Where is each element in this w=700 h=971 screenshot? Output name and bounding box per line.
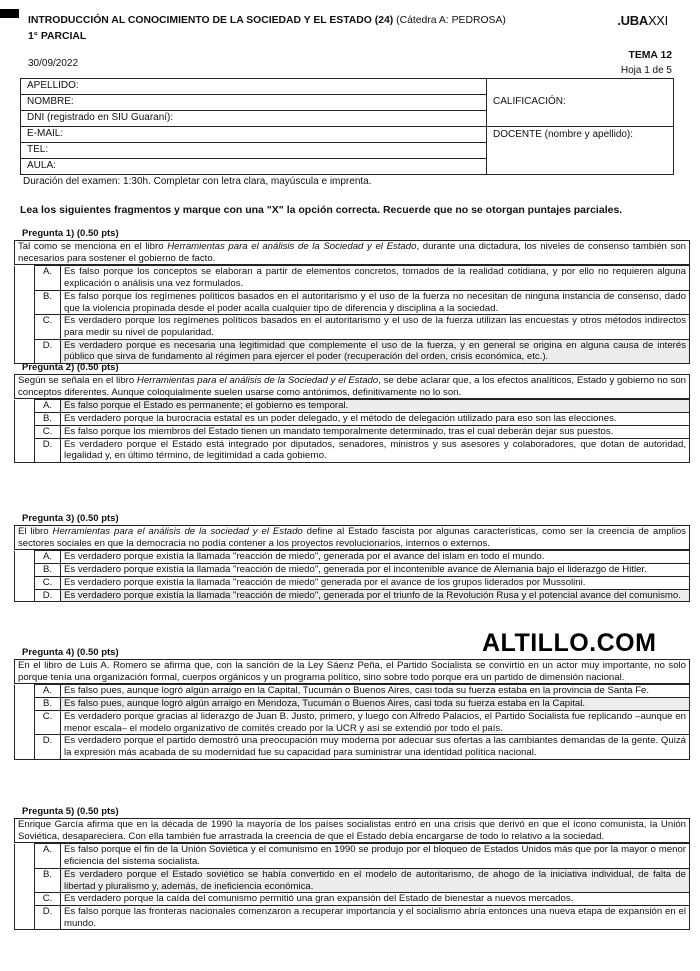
option-text: Es verdadero porque el Estado está integrado por diputados, senadores, ministros y sus asesores y colaboradores, que dotan de autoridad, legalidad y, en último término, de legitimidad a cada gobierno.: [61, 438, 690, 462]
dni-field[interactable]: DNI (registrado en SIU Guaraní):: [21, 111, 487, 127]
option-letter: C.: [35, 425, 61, 438]
option-letter: D.: [35, 735, 61, 759]
email-field[interactable]: E-MAIL:: [21, 127, 487, 143]
option-text: Es verdadero porque existía la llamada "reacción de miedo", generada por el triunfo de la Revolución Rusa y el potencial avance del comunismo.: [61, 589, 690, 602]
docente-field[interactable]: DOCENTE (nombre y apellido):: [487, 127, 674, 175]
option-text: Es falso porque el Estado es permanente; el gobierno es temporal.: [61, 400, 690, 413]
option-row[interactable]: [15, 438, 690, 462]
option-text: Es verdadero porque es necesaria una legitimidad que complemente el uso de la fuerza, y en general se origina en alguna causa de interés público que sirva de fundamento al régimen para ejercer el poder (recuperación del orden, crisis económica, etc.).: [61, 339, 690, 363]
student-info-table: [20, 78, 674, 175]
option-letter: B.: [35, 868, 61, 892]
tema-label: TEMA 12: [628, 50, 672, 61]
option-row[interactable]: [15, 844, 690, 868]
instructions: Lea los siguientes fragmentos y marque con una "X" la opción correcta. Recuerde que no se otorgan puntajes parciales.: [20, 204, 623, 216]
option-letter: A.: [35, 844, 61, 868]
option-text: Es verdadero porque gracias al liderazgo de Juan B. Justo, primero, y luego con Alfredo Palacios, el Partido Socialista fue replicando –aunque en menor escala– el modelo organizativo de comités creado por la UCR y así se extendió por todo el país.: [61, 710, 690, 734]
option-row[interactable]: [15, 868, 690, 892]
option-row[interactable]: [15, 290, 690, 314]
question-stem: Tal como se menciona en el libro Herramientas para el análisis de la Sociedad y el Estado, durante una dictadura, los niveles de consenso también son necesarios para sostener el gobierno de facto.: [14, 240, 690, 265]
option-row[interactable]: [15, 576, 690, 589]
question-stem: En el libro de Luis A. Romero se afirma que, con la sanción de la Ley Sáenz Peña, el Partido Socialista se convirtió en un actor muy importante, no solo porque tenía una organización formal, cuerpos orgánicos y un programa político, sino sobre todo porque era un partido de dimensión nacional.: [14, 659, 690, 684]
option-letter: B.: [35, 698, 61, 711]
option-letter: B.: [35, 564, 61, 577]
tel-field[interactable]: TEL:: [21, 143, 487, 159]
option-letter: D.: [35, 905, 61, 929]
option-text: Es verdadero porque existía la llamada "reacción de miedo", generada por el avance del islam en todo el mundo.: [61, 551, 690, 564]
question-2: [14, 362, 690, 463]
options-table: [14, 684, 690, 759]
question-1: [14, 228, 690, 364]
option-text: Es verdadero porque la burocracia estatal es un poder delegado, y el método de delegación utilizado para eso son las elecciones.: [61, 413, 690, 426]
option-text: Es verdadero porque el Estado soviético se había convertido en el modelo de autoritarismo, de ahogo de la iniciativa individual, de falta de libertad y pluralismo y, además, de ineficiencia económica.: [61, 868, 690, 892]
apellido-field[interactable]: APELLIDO:: [21, 79, 487, 95]
option-text: Es verdadero porque los regímenes políticos basados en el autoritarismo y el uso de la fuerza utilizan las encuestas y otros métodos indirectos para medir su nivel de popularidad.: [61, 315, 690, 339]
aula-field[interactable]: AULA:: [21, 159, 487, 175]
question-label: Pregunta 3) (0.50 pts): [22, 513, 119, 524]
option-text: Es verdadero porque existía la llamada "reacción de miedo", generada por el incontenible avance de Alemania bajo el liderazgo de Hitler.: [61, 564, 690, 577]
question-label: Pregunta 4) (0.50 pts): [22, 647, 119, 658]
option-text: Es verdadero porque el partido demostró una preocupación muy moderna por adecuar sus ofertas a las cambiantes demandas de la gente. Quizá la expresión más acabada de su modernidad fue su capacidad para suministrar una identidad política nacional.: [61, 735, 690, 759]
option-letter: C.: [35, 710, 61, 734]
option-row[interactable]: [15, 400, 690, 413]
option-row[interactable]: [15, 685, 690, 698]
options-table: [14, 550, 690, 602]
option-row[interactable]: [15, 425, 690, 438]
option-row[interactable]: [15, 339, 690, 363]
exam-date: 30/09/2022: [28, 58, 79, 69]
option-letter: C.: [35, 576, 61, 589]
option-letter: D.: [35, 339, 61, 363]
catedra: (Cátedra A: PEDROSA): [396, 15, 506, 26]
corner-mark: [0, 9, 19, 18]
option-row[interactable]: [15, 710, 690, 734]
question-3: [14, 513, 690, 602]
course-title: INTRODUCCIÓN AL CONOCIMIENTO DE LA SOCIEDAD Y EL ESTADO (24) (Cátedra A: PEDROSA): [28, 15, 506, 26]
option-row[interactable]: [15, 905, 690, 929]
option-row[interactable]: [15, 589, 690, 602]
option-row[interactable]: [15, 413, 690, 426]
option-row[interactable]: [15, 893, 690, 906]
question-4: [14, 647, 690, 760]
option-letter: D.: [35, 438, 61, 462]
option-letter: A.: [35, 400, 61, 413]
calificacion-field[interactable]: CALIFICACIÓN:: [487, 79, 674, 127]
option-row[interactable]: [15, 698, 690, 711]
option-text: Es falso porque las fronteras nacionales comenzaron a recuperar importancia y el socialismo abría entonces una nueva etapa de expansión en el mundo.: [61, 905, 690, 929]
page-indicator: Hoja 1 de 5: [620, 65, 672, 76]
duration-note: Duración del examen: 1:30h. Completar con letra clara, mayúscula e imprenta.: [23, 176, 372, 187]
option-letter: A.: [35, 685, 61, 698]
option-text: Es falso porque los miembros del Estado tienen un mandato temporalmente determinado, tras el cual deberán dejar sus puestos.: [61, 425, 690, 438]
option-letter: A.: [35, 551, 61, 564]
question-stem: Según se señala en el libro Herramientas para el análisis de la Sociedad y el Estado, se debe aclarar que, a los efectos analíticos, Estado y gobierno no son conceptos diferentes. Aunque coloquialmente suelen usarse como antónimos, definitivamente no lo son.: [14, 374, 690, 399]
exam-type: 1° PARCIAL: [28, 31, 87, 42]
option-text: Es falso porque los regímenes políticos basados en el autoritarismo y el uso de la fuerza no necesitan de ninguna instancia de consenso, dado que la violencia propinada desde el poder acalla cualquier tipo de diferencia y disciplina a la sociedad.: [61, 290, 690, 314]
option-letter: C.: [35, 315, 61, 339]
question-stem: Enrique García afirma que en la década de 1990 la mayoría de los países socialistas entró en una crisis que derivó en que el ícono comunista, la Unión Soviética, desapareciera. Con ella también fue arrastrada la creencia de que el Estado debía encargarse de todo lo relativo a la sociedad.: [14, 818, 690, 843]
options-table: [14, 843, 690, 930]
option-letter: D.: [35, 589, 61, 602]
option-text: Es falso porque el fin de la Unión Soviética y el comunismo en 1990 se produjo por el bloqueo de Estados Unidos más que por la mayor o menor eficiencia del sistema socialista.: [61, 844, 690, 868]
option-text: Es falso pues, aunque logró algún arraigo en Mendoza, Tucumán o Buenos Aires, casi toda su fuerza estaba en la Capital.: [61, 698, 690, 711]
question-label: Pregunta 1) (0.50 pts): [22, 228, 119, 239]
option-row[interactable]: [15, 551, 690, 564]
options-table: [14, 265, 690, 364]
option-row[interactable]: [15, 266, 690, 290]
altillo-watermark: ALTILLO.COM: [478, 628, 660, 659]
option-row[interactable]: [15, 564, 690, 577]
option-text: Es verdadero porque la caída del comunismo permitió una gran expansión del Estado de bienestar a nuevos mercados.: [61, 893, 690, 906]
option-text: Es verdadero porque existía la llamada "reacción de miedo" generada por el avance de los grupos liderados por Mussolini.: [61, 576, 690, 589]
option-row[interactable]: [15, 315, 690, 339]
option-text: Es falso pues, aunque logró algún arraigo en la Capital, Tucumán o Buenos Aires, casi toda su fuerza estaba en la provincia de Santa Fe.: [61, 685, 690, 698]
question-5: [14, 806, 690, 930]
option-letter: B.: [35, 413, 61, 426]
question-stem: El libro Herramientas para el análisis de la sociedad y el Estado define al Estado fascista por algunas características, como ser la creencia de amplios sectores sociales en que la democracia no podía contener a los proyectos revolucionarios, internos o externos.: [14, 525, 690, 550]
uba-xxi-logo: .UBAXXI: [617, 13, 668, 28]
nombre-field[interactable]: NOMBRE:: [21, 95, 487, 111]
option-text: Es falso porque los conceptos se elaboran a partir de elementos concretos, tomados de la realidad cotidiana, y por ello no requieren alguna explicación o análisis una vez formulados.: [61, 266, 690, 290]
option-letter: C.: [35, 893, 61, 906]
option-row[interactable]: [15, 735, 690, 759]
option-letter: B.: [35, 290, 61, 314]
question-label: Pregunta 2) (0.50 pts): [22, 362, 119, 373]
options-table: [14, 399, 690, 463]
question-label: Pregunta 5) (0.50 pts): [22, 806, 119, 817]
option-letter: A.: [35, 266, 61, 290]
